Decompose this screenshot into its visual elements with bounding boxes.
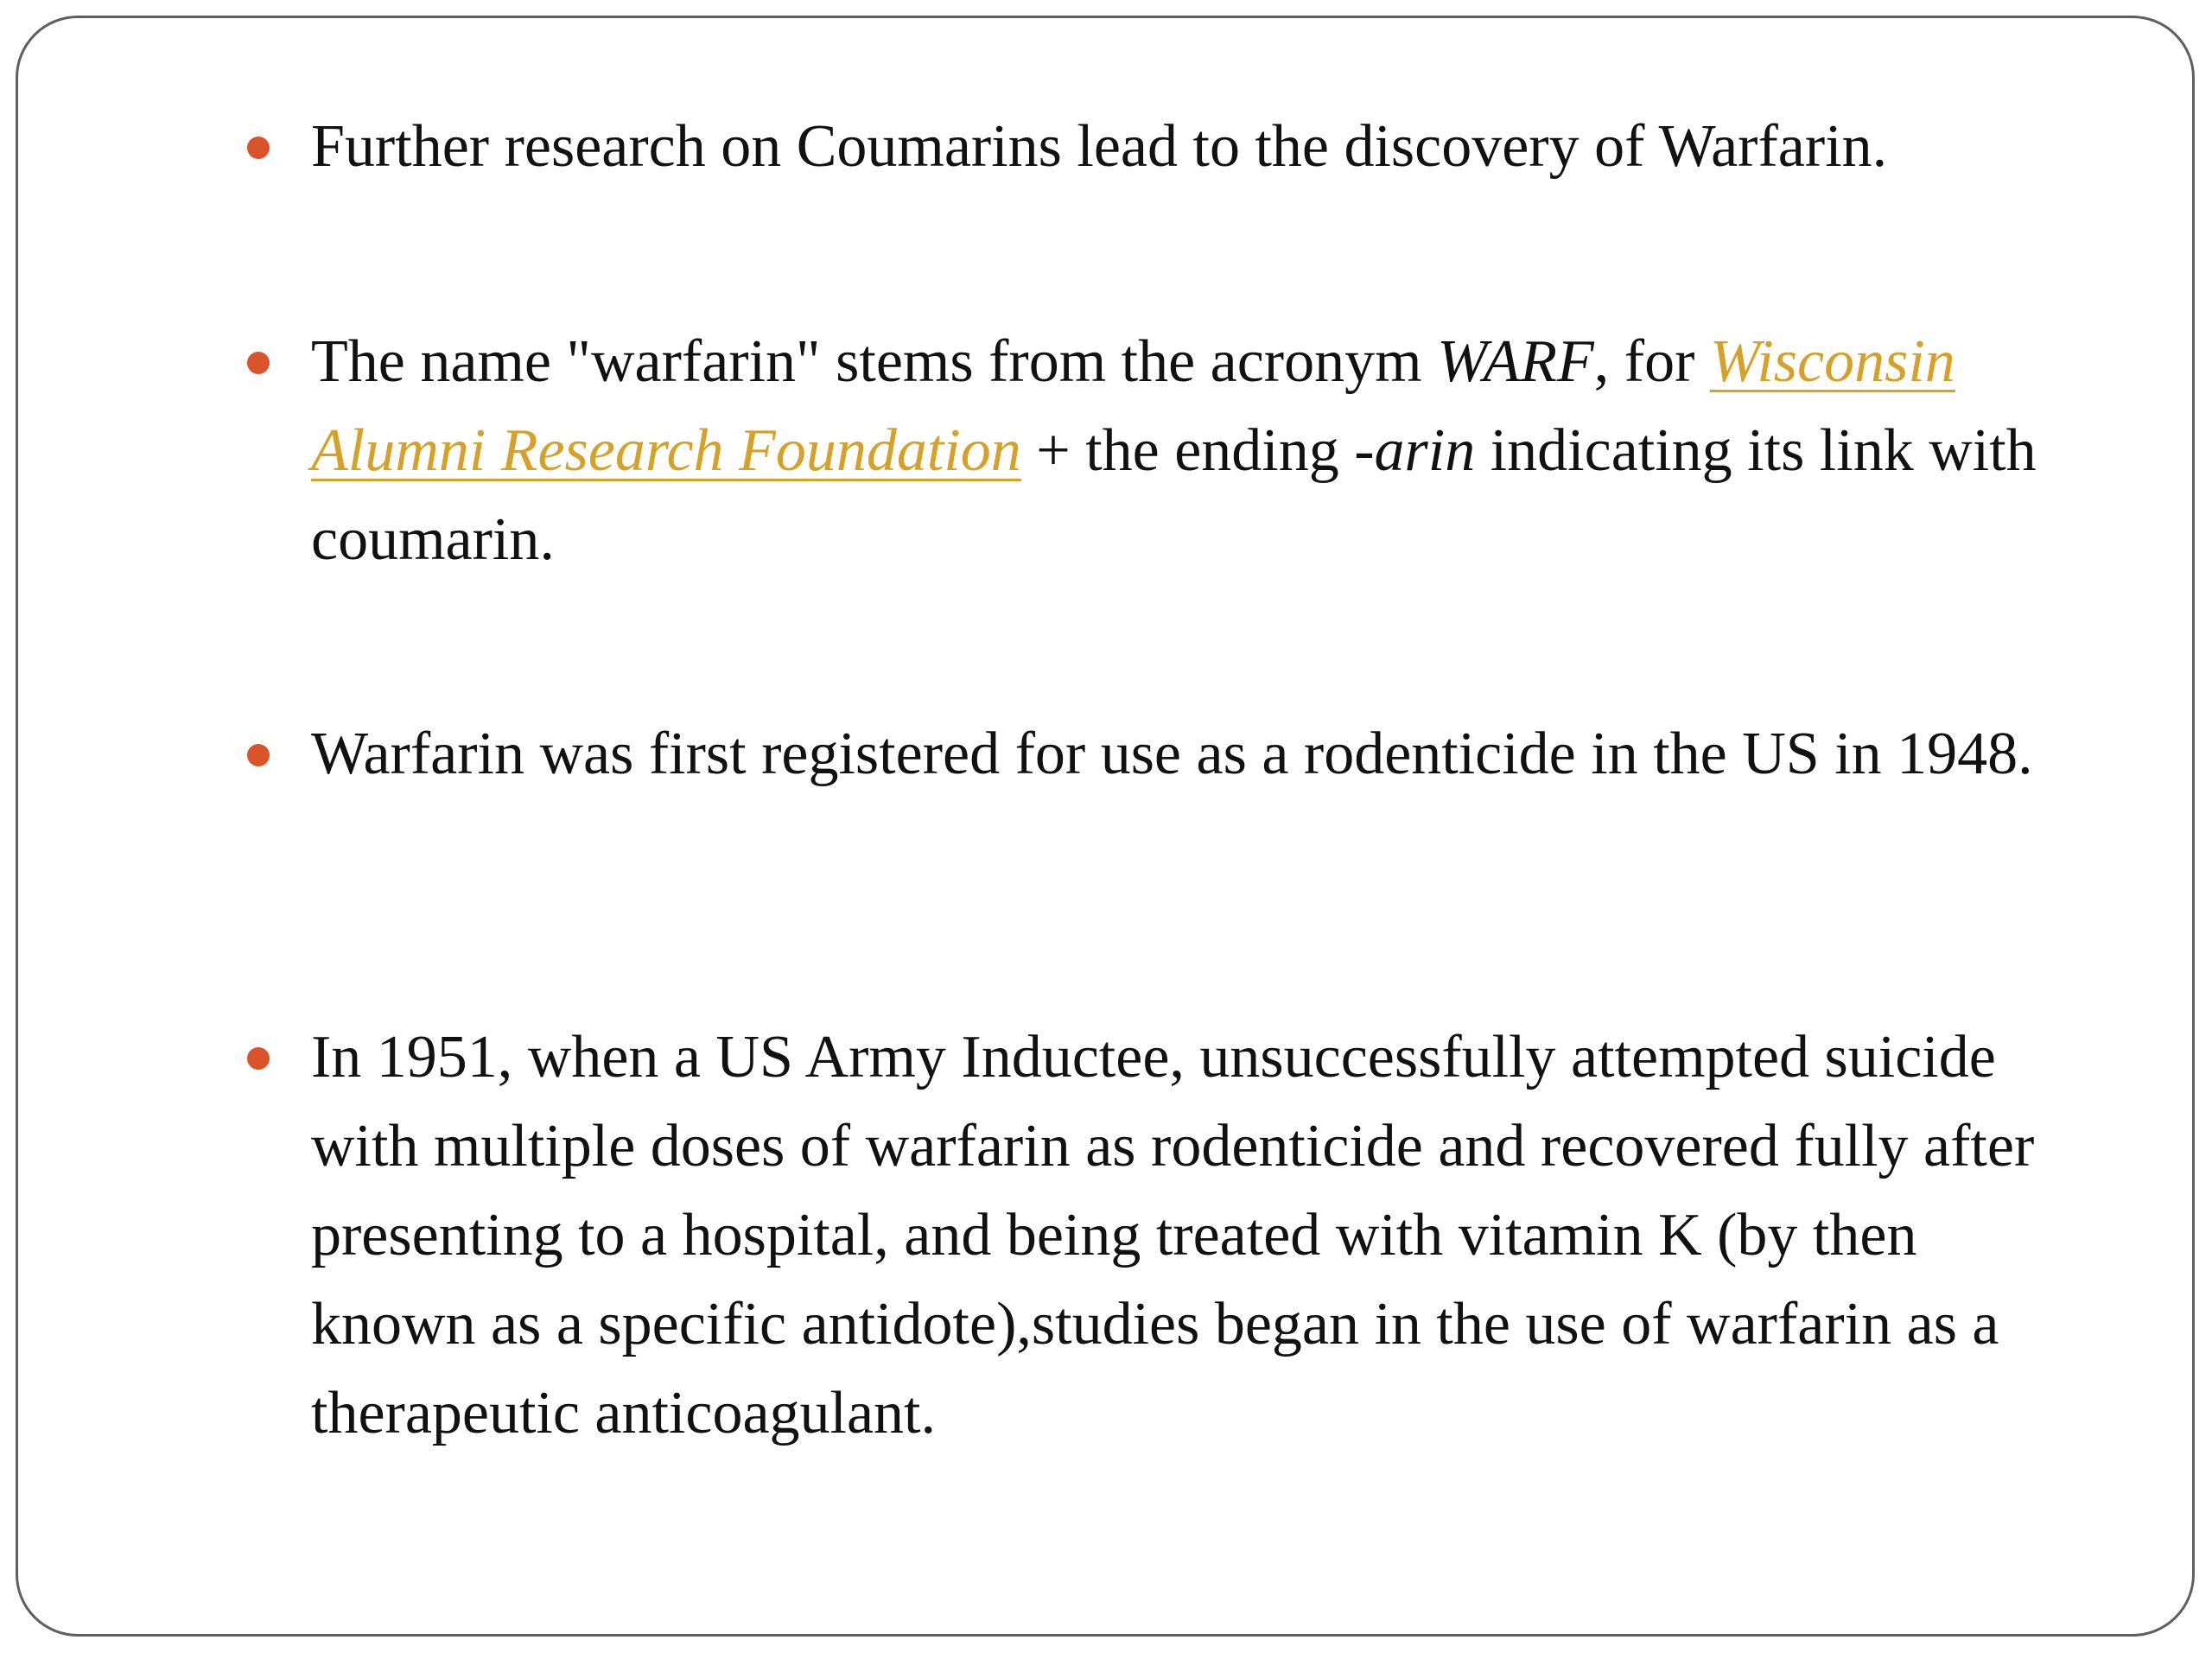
bullet-marker bbox=[247, 744, 270, 766]
bullet-marker bbox=[247, 137, 270, 159]
acronym-text: WARF bbox=[1437, 328, 1594, 395]
bullet-warfarin-discovery bbox=[311, 102, 2082, 191]
bullet-marker bbox=[247, 1047, 270, 1070]
bullet-text-connector: , for bbox=[1593, 328, 1710, 395]
wisconsin-alumni-research-foundation-link[interactable]: Wisconsin Alumni Research Foundation bbox=[311, 328, 1955, 484]
bullet-text-middle: + the ending bbox=[1020, 417, 1355, 484]
bullet-text: Further research on Coumarins lead to the discovery of Warfarin. bbox=[311, 113, 1888, 180]
bullet-text-before: The name "warfarin" stems from the acronym bbox=[311, 328, 1438, 395]
bullet-therapeutic-use bbox=[311, 1013, 2082, 1458]
suffix-text: -arin bbox=[1354, 417, 1476, 484]
bullet-name-origin bbox=[311, 317, 2082, 584]
bullet-marker bbox=[247, 352, 270, 374]
bullet-text-after: indicating its link with coumarin. bbox=[311, 417, 2037, 573]
bullet-text: In 1951, when a US Army Inductee, unsuccessfully attempted suicide with multiple doses of warfarin as rodenticide and recovered fully after presenting to a hospital, and being treated with vitamin K (by then known as a specific antidote),studies began in the use of warfarin as a therapeutic anticoagulant. bbox=[311, 1024, 2035, 1446]
bullet-rodenticide-registration bbox=[311, 709, 2082, 798]
bullet-text: Warfarin was first registered for use as a rodenticide in the US in 1948. bbox=[311, 721, 2033, 787]
